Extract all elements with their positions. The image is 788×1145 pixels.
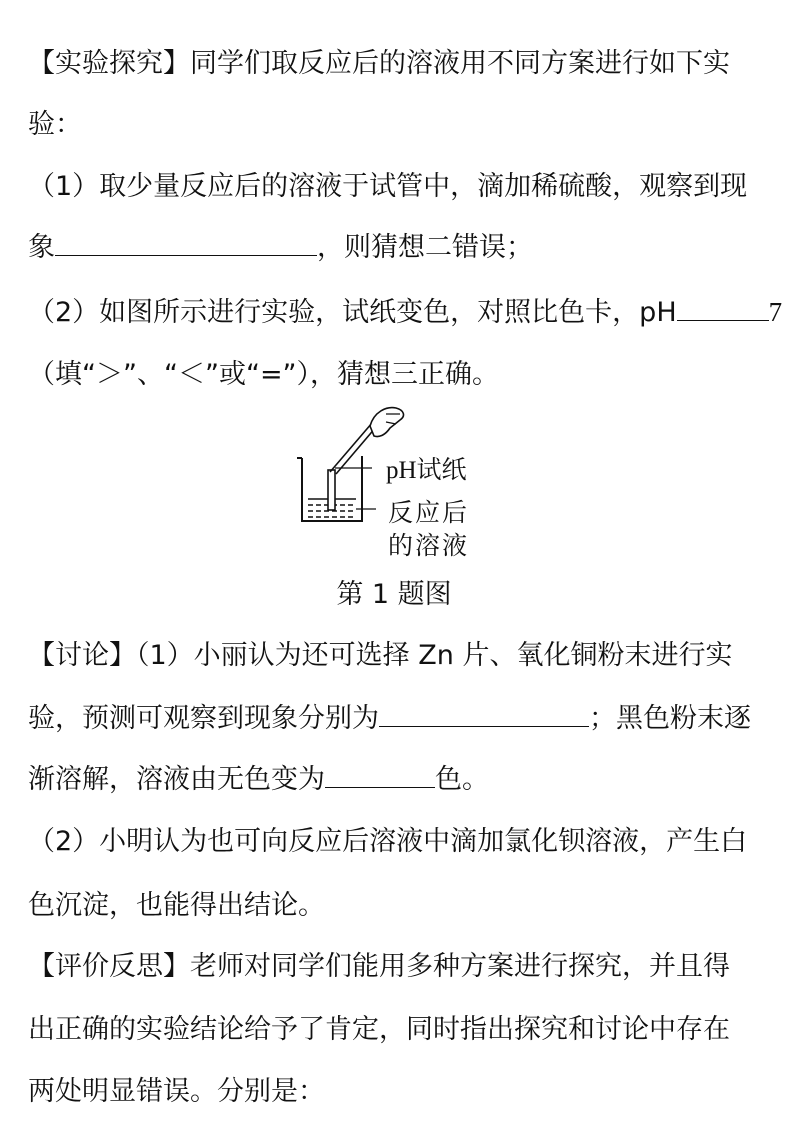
answer-blank-3[interactable] [325, 761, 435, 788]
step2-line-1-post: 7 [768, 297, 783, 327]
answer-blank-2[interactable] [379, 700, 589, 727]
reflection-line-1: 【评价反思】老师对同学们能用多种方案进行探究，并且得 [28, 951, 730, 982]
reflection-line-2: 出正确的实验结论给予了肯定，同时指出探究和讨论中存在 [28, 1014, 730, 1045]
figure-caption: 第 1 题图 [336, 579, 452, 610]
answer-blank-ph[interactable] [677, 294, 769, 321]
discussion-line-3 [28, 761, 760, 799]
step1-line-2-post: ，则猜想二错误； [317, 232, 533, 263]
step2-line-2: （填“＞”、“＜”或“=”），猜想三正确。 [28, 359, 500, 390]
answer-blank-1[interactable] [55, 229, 317, 256]
step2-line-1 [28, 293, 783, 332]
step2-line-1-pre: （2）如图所示进行实验，试纸变色，对照比色卡，pH [28, 297, 677, 328]
discussion-line-3-pre: 渐溶解，溶液由无色变为 [28, 764, 325, 795]
ph-paper-strip [328, 470, 335, 510]
discussion-line-4: （2）小明认为也可向反应后溶液中滴加氯化钡溶液，产生白 [28, 826, 748, 857]
label-ph-paper: pH试纸 [386, 457, 467, 484]
reflection-line-3: 两处明显错误。分别是： [28, 1076, 325, 1107]
step1-line-1: （1）取少量反应后的溶液于试管中，滴加稀硫酸，观察到现 [28, 171, 748, 202]
step1-line-2 [28, 229, 760, 267]
step1-line-2-pre: 象 [28, 232, 55, 263]
discussion-line-1: 【讨论】（1）小丽认为还可选择 Zn 片、氧化铜粉末进行实 [28, 640, 733, 671]
experiment-figure [290, 398, 510, 563]
discussion-line-5: 色沉淀，也能得出结论。 [28, 890, 325, 921]
intro-line-1: 【实验探究】同学们取反应后的溶液用不同方案进行如下实 [28, 48, 730, 79]
discussion-line-2-post: ；黑色粉末逐 [589, 703, 751, 734]
discussion-line-3-post: 色。 [435, 764, 489, 795]
discussion-line-2 [28, 700, 760, 738]
label-solution-2: 的溶液 [388, 533, 470, 560]
intro-line-2: 验： [28, 109, 82, 140]
discussion-line-2-pre: 验，预测可观察到现象分别为 [28, 703, 379, 734]
label-solution-1: 反应后 [388, 500, 470, 527]
